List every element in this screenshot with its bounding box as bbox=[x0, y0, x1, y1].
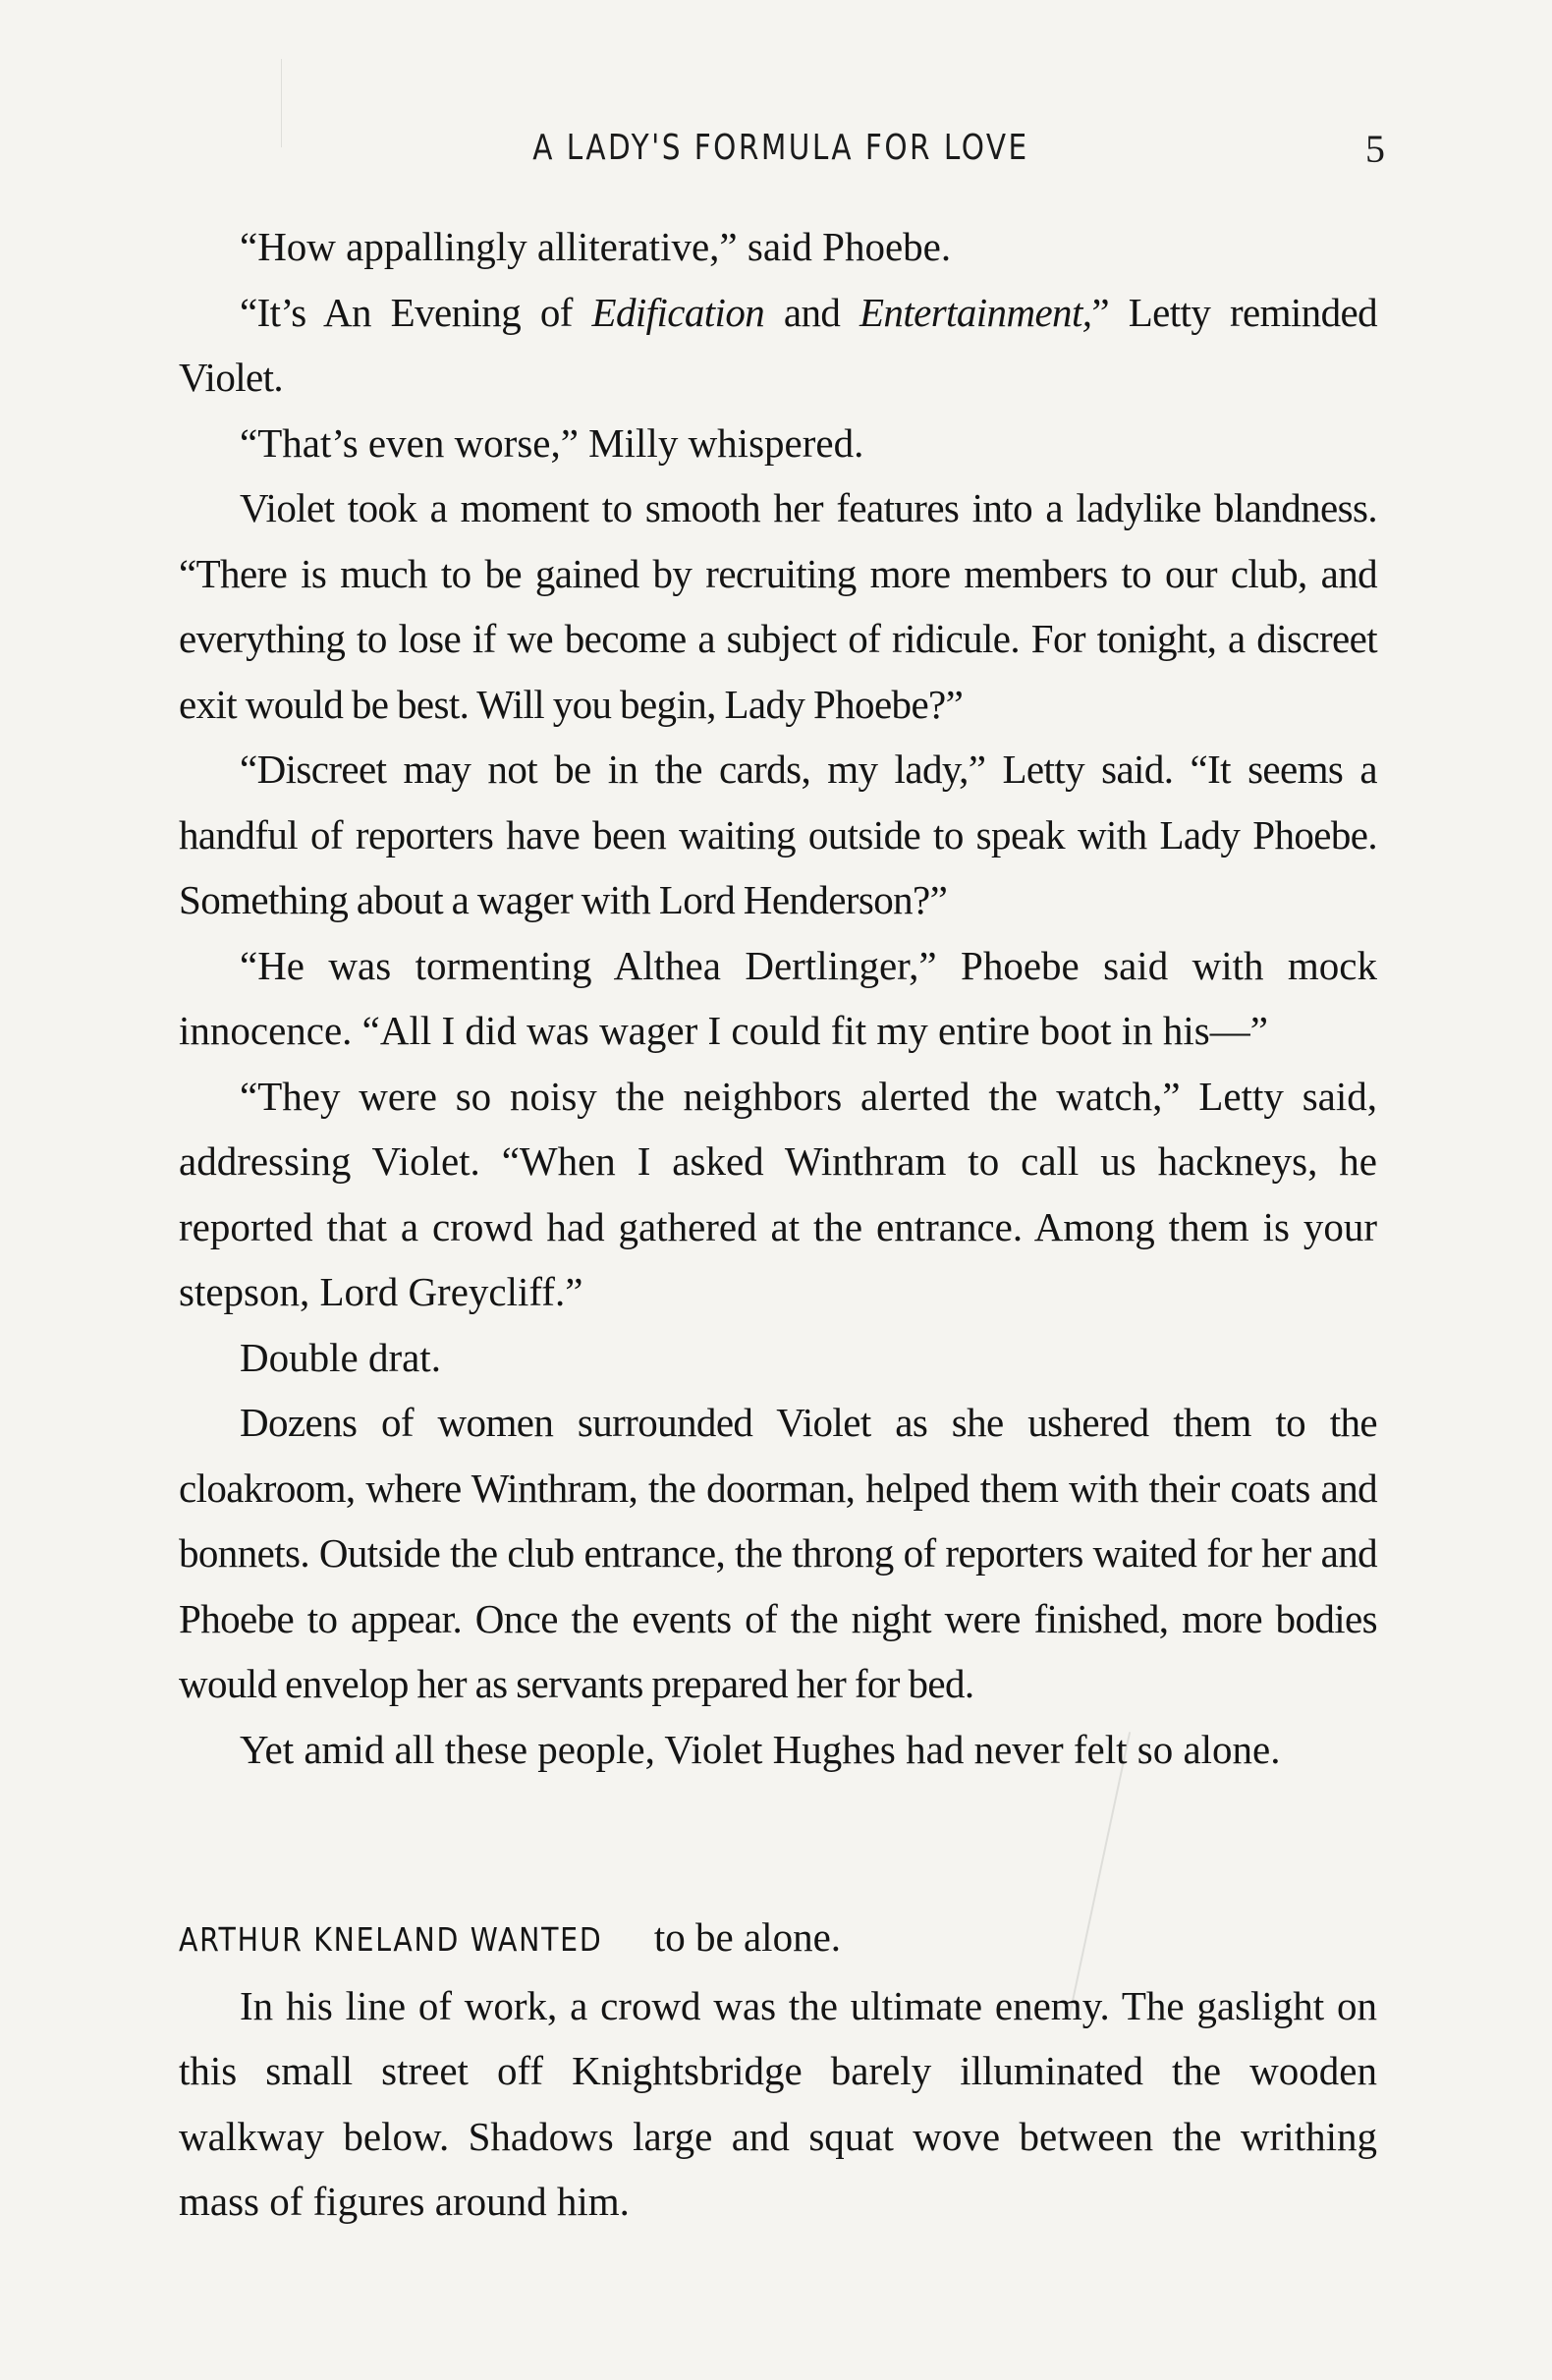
paragraph bbox=[179, 1905, 1377, 1973]
paragraph: “He was tormenting Althea Dertlinger,” Phoebe said with mock innocence. “All I did was wager I could fit my entire boot in his—” bbox=[179, 942, 1377, 1053]
italic-title-word: Edification bbox=[591, 289, 765, 335]
running-head bbox=[177, 118, 1385, 177]
small-caps-lead-in: ARTHUR KNELAND WANTED bbox=[179, 1920, 603, 1959]
paragraph: “That’s even worse,” Milly whispered. bbox=[240, 419, 864, 466]
text-run: and bbox=[764, 289, 859, 335]
paragraph: Double drat. bbox=[240, 1334, 441, 1380]
running-title: A LADY'S FORMULA FOR LOVE bbox=[532, 128, 1029, 168]
italic-title-word: Entertainment, bbox=[859, 289, 1092, 335]
paragraph: Yet amid all these people, Violet Hughes had never felt so alone. bbox=[240, 1726, 1281, 1772]
text-run: ” Letty reminded Violet. bbox=[179, 289, 1377, 400]
body-text bbox=[179, 214, 1377, 2235]
paragraph: “How appallingly alliterative,” said Phoebe. bbox=[240, 224, 952, 269]
paragraph: Dozens of women surrounded Violet as she ushered them to the cloakroom, where Winthram, the doorman, helped them with their coats and bonnets. Outside the club entrance, the throng of reporters waited for her and Phoebe to appear. Once the events of the night were finished, more bodies would envelop her as servants prepared her for bed. bbox=[179, 1400, 1377, 1706]
page-number: 5 bbox=[1365, 127, 1385, 171]
paragraph: Violet took a moment to smooth her features into a ladylike blandness. “There is much to be gained by recruiting more members to our club, and everything to lose if we become a subject of ridicule. For tonight, a discreet exit would be best. Will you begin, Lady Phoebe?” bbox=[179, 485, 1377, 727]
paragraph: “They were so noisy the neighbors alerted the watch,” Letty said, addressing Violet. “When I asked Winthram to call us hackneys, he reported that a crowd had gathered at the entrance. Among them is your stepson, Lord Greycliff.” bbox=[179, 1073, 1377, 1314]
paragraph: “Discreet may not be in the cards, my lady,” Letty said. “It seems a handful of reporters have been waiting outside to speak with Lady Phoebe. Something about a wager with Lord Henderson?” bbox=[179, 747, 1377, 922]
text-run: to be alone. bbox=[643, 1914, 842, 1960]
section-break bbox=[179, 1782, 1377, 1905]
paragraph: In his line of work, a crowd was the ultimate enemy. The gaslight on this small street off Knightsbridge barely illuminated the wooden walkway below. Shadows large and squat wove between the writhing mass of figures around him. bbox=[179, 1982, 1377, 2224]
text-run: “It’s An Evening of bbox=[240, 289, 592, 335]
paragraph bbox=[179, 280, 1377, 411]
